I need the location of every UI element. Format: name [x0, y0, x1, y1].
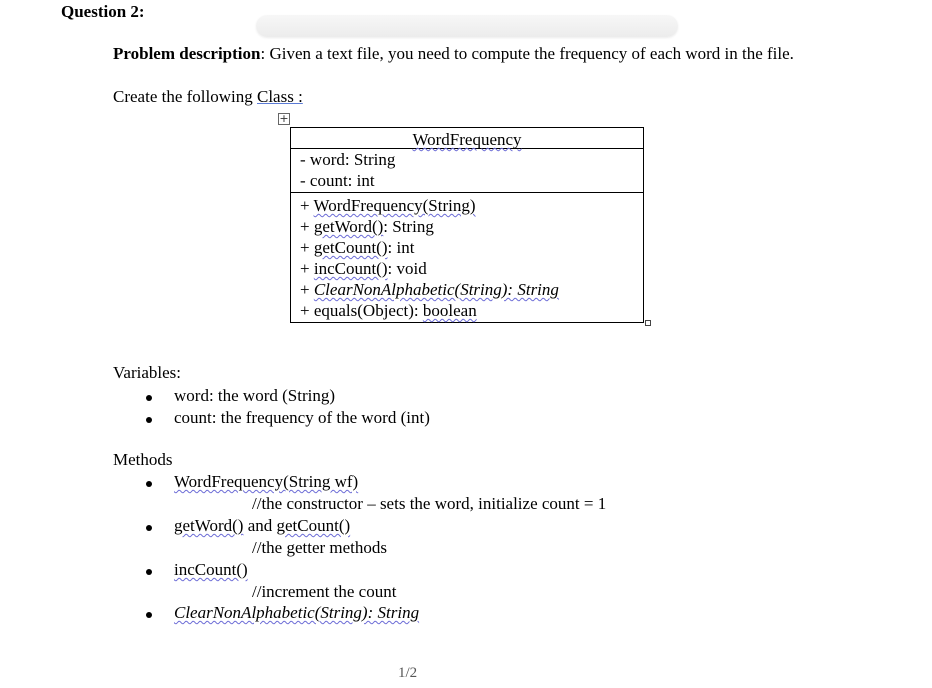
variable-item-count: count: the frequency of the word (int) [174, 408, 430, 427]
method-item-getters: getWord() and getCount() [174, 516, 351, 535]
uml-attributes-section [291, 148, 643, 192]
methods-heading: Methods [113, 450, 173, 469]
uml-method-inccount: + incCount(): void [300, 259, 427, 278]
page-number: 1/2 [398, 665, 418, 681]
faded-toolbar [256, 15, 678, 37]
uml-attribute-count: - count: int [300, 171, 375, 190]
uml-method-constructor: + WordFrequency(String) [300, 196, 476, 215]
method-item-inccount: incCount() [174, 560, 248, 579]
variables-heading: Variables: [113, 363, 181, 382]
uml-attribute-word: - word: String [300, 150, 396, 169]
method-desc-inccount: //increment the count [252, 582, 397, 601]
uml-method-getcount: + getCount(): int [300, 238, 415, 257]
problem-label: Problem description [113, 44, 261, 63]
method-item-constructor: WordFrequency(String wf) [174, 472, 359, 491]
table-resize-handle-icon[interactable] [645, 320, 651, 326]
uml-method-equals: + equals(Object): boolean [300, 301, 477, 320]
bullet-icon [146, 481, 152, 487]
method-desc-constructor: //the constructor – sets the word, initialize count = 1 [252, 494, 607, 513]
method-desc-getters: //the getter methods [252, 538, 388, 557]
uml-methods-section [291, 192, 643, 322]
bullet-icon [146, 612, 152, 618]
problem-text: : Given a text file, you need to compute the frequency of each word in the file. [260, 44, 794, 63]
create-prefix: Create the following [113, 87, 257, 106]
bullet-icon [146, 395, 152, 401]
table-move-handle-icon[interactable]: + [279, 112, 289, 125]
create-class-line [113, 87, 303, 107]
question-title: Question 2: [61, 2, 145, 21]
bullet-icon [146, 525, 152, 531]
bullet-icon [146, 569, 152, 575]
class-word: Class : [257, 87, 303, 106]
uml-method-getword: + getWord(): String [300, 217, 434, 236]
method-item-clear: ClearNonAlphabetic(String): String [174, 603, 420, 622]
uml-class-diagram [290, 127, 644, 323]
bullet-icon [146, 417, 152, 423]
uml-class-name-section [291, 128, 643, 148]
uml-method-clear: + ClearNonAlphabetic(String): String [300, 280, 559, 299]
problem-description [113, 44, 794, 64]
uml-class-name: WordFrequency [412, 130, 522, 149]
variable-item-word: word: the word (String) [174, 386, 336, 405]
